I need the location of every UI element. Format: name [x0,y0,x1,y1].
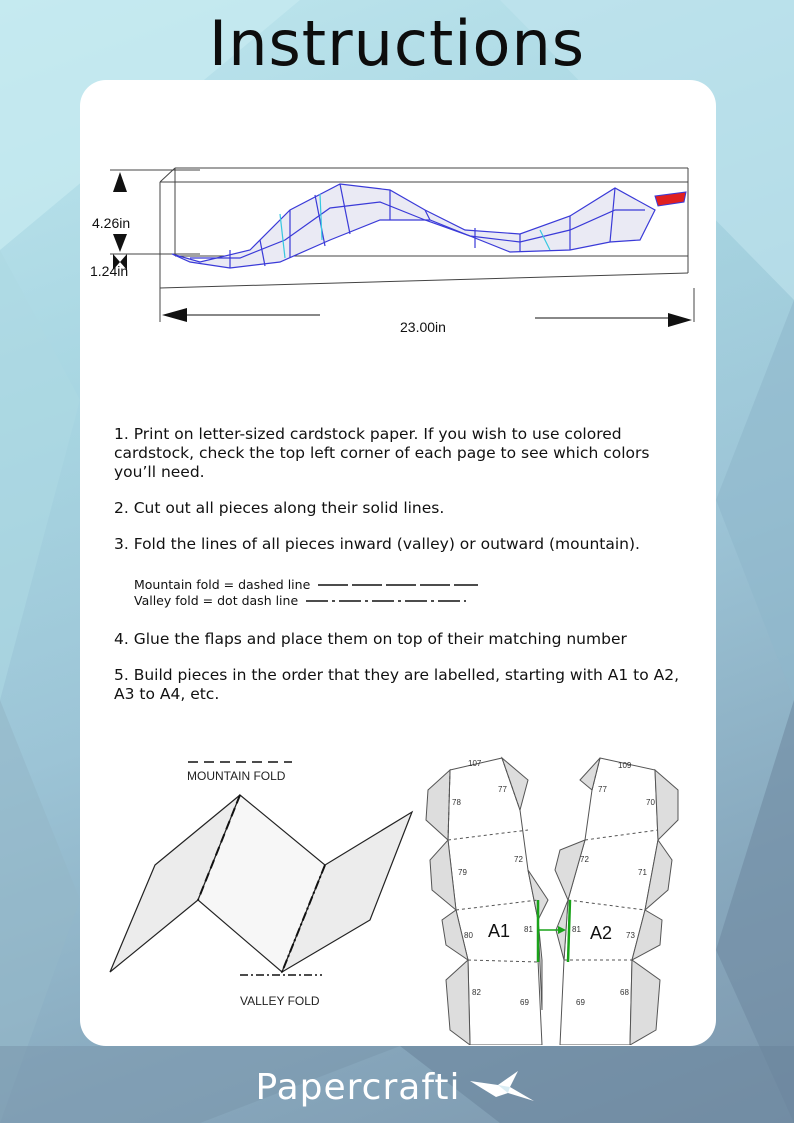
page-title: Instructions [208,7,586,80]
piece-number: 80 [464,931,473,940]
piece-number: 82 [472,988,481,997]
piece-a2-label: A2 [590,923,613,943]
step-1: 1. Print on letter-sized cardstock paper. If you wish to use colored cardstock, check the top left corner of each page to see which colors you’ll need. [114,425,650,481]
piece-number: 77 [598,785,607,794]
step-2: 2. Cut out all pieces along their solid lines. [114,499,445,517]
arrow-left-icon [162,308,187,322]
step-4: 4. Glue the flaps and place them on top of their matching number [114,630,627,648]
steps-list-bottom [114,630,684,721]
height-top-label: 4.26in [92,215,131,231]
legend-mountain-text: Mountain fold = dashed line [134,577,311,592]
step-3: 3. Fold the lines of all pieces inward (valley) or outward (mountain). [114,535,640,553]
piece-number: 77 [498,785,507,794]
piece-number: 78 [452,798,461,807]
arrow-up-icon [113,172,127,192]
steps-list-top [114,425,684,571]
piece-number: 81 [524,925,533,934]
piece-number: 109 [618,761,632,770]
piece-number: 72 [580,855,589,864]
piece-number: 107 [468,759,482,768]
length-label: 23.00in [400,319,446,335]
footer-brand [0,1062,794,1112]
piece-a1-label: A1 [488,921,511,941]
piece-number: 79 [458,868,467,877]
bird-icon [468,1067,538,1107]
legend-valley [134,593,478,609]
piece-number: 69 [576,998,585,1007]
piece-number: 81 [572,925,581,934]
piece-number: 70 [646,798,655,807]
piece-number: 73 [626,931,635,940]
arrow-down-icon [113,234,127,252]
valley-fold-label: VALLEY FOLD [240,994,320,1008]
dashed-line-icon [318,580,478,590]
pattern-pieces [420,750,680,1045]
height-bottom-label: 1.24in [90,263,129,279]
arrow-right-icon [668,313,692,327]
snake-head-tip [655,192,686,206]
dot-dash-line-icon [306,596,466,606]
piece-number: 72 [514,855,523,864]
piece-number: 71 [638,868,647,877]
mountain-fold-label: MOUNTAIN FOLD [187,769,286,783]
dimension-diagram [80,150,710,350]
snake-model [172,184,655,268]
fold-diagram [100,750,420,1020]
legend-valley-text: Valley fold = dot dash line [134,593,299,608]
brand-name: Papercrafti [255,1066,461,1108]
step-5: 5. Build pieces in the order that they are labelled, starting with A1 to A2, A3 to A4, etc. [114,666,680,703]
fold-legend [134,577,478,609]
legend-mountain [134,577,478,593]
piece-number: 68 [620,988,629,997]
piece-number: 69 [520,998,529,1007]
